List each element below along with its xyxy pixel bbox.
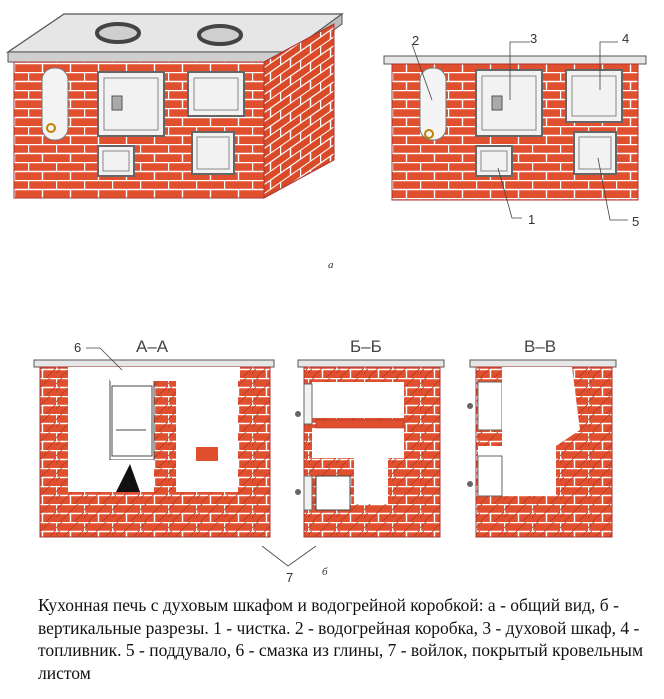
- section-bb-door-bottom: [304, 476, 312, 510]
- water-box-cavity: [68, 367, 110, 492]
- section-bb-top-plate: [298, 360, 444, 367]
- firebox-door: [188, 72, 244, 116]
- water-box-elevation: [420, 68, 446, 140]
- section-vv-title: В–В: [524, 337, 557, 356]
- section-bb-title: Б–Б: [350, 337, 382, 356]
- label-2: 2: [412, 33, 420, 48]
- section-vv-flue: [502, 367, 580, 446]
- subfigure-label-b: б: [322, 566, 328, 578]
- burner-ring-right: [199, 26, 241, 44]
- label-7: 7: [286, 570, 294, 585]
- section-vv-cavity-bottom: [478, 456, 502, 496]
- section-aa-top-plate: [34, 360, 274, 367]
- section-bb-cavity-mid: [312, 428, 404, 458]
- burner-ring-left: [97, 24, 139, 42]
- firebox-cavity: [176, 367, 238, 447]
- section-bb: [295, 337, 444, 537]
- top-plate: [384, 56, 646, 64]
- ash-pit-door-elevation: [574, 132, 616, 174]
- label-6: 6: [74, 340, 82, 355]
- label-1: 1: [528, 212, 536, 227]
- label-5: 5: [632, 214, 640, 229]
- section-aa-title: А–А: [136, 337, 169, 356]
- label-4: 4: [622, 31, 630, 46]
- oven-door: [98, 72, 164, 136]
- isometric-view: [8, 14, 342, 198]
- subfigure-label-a: а: [328, 259, 334, 271]
- oven-door-elevation: [476, 70, 542, 136]
- section-vv-top-plate: [470, 360, 616, 367]
- ash-pit-door: [192, 132, 234, 174]
- section-vv-cavity-top: [478, 382, 502, 430]
- section-bb-cavity-top: [312, 382, 404, 418]
- label-3: 3: [530, 31, 538, 46]
- section-vv: [467, 337, 616, 537]
- section-aa: [34, 337, 274, 537]
- front-elevation: [384, 31, 646, 229]
- firebox-door-elevation: [566, 70, 622, 122]
- figure-caption: Кухонная печь с духовым шкафом и водогрейной коробкой: а - общий вид, б - вертикальные разрезы. 1 - чистка. 2 - водогрейная коробка, 3 - духовой шкаф, 4 - топливник. 5 - поддувало, 6 - смазка из глины, 7 - войлок, покрытый кровельным листом: [38, 595, 644, 683]
- section-bb-door-top: [304, 384, 312, 424]
- oven-cavity: [110, 380, 154, 460]
